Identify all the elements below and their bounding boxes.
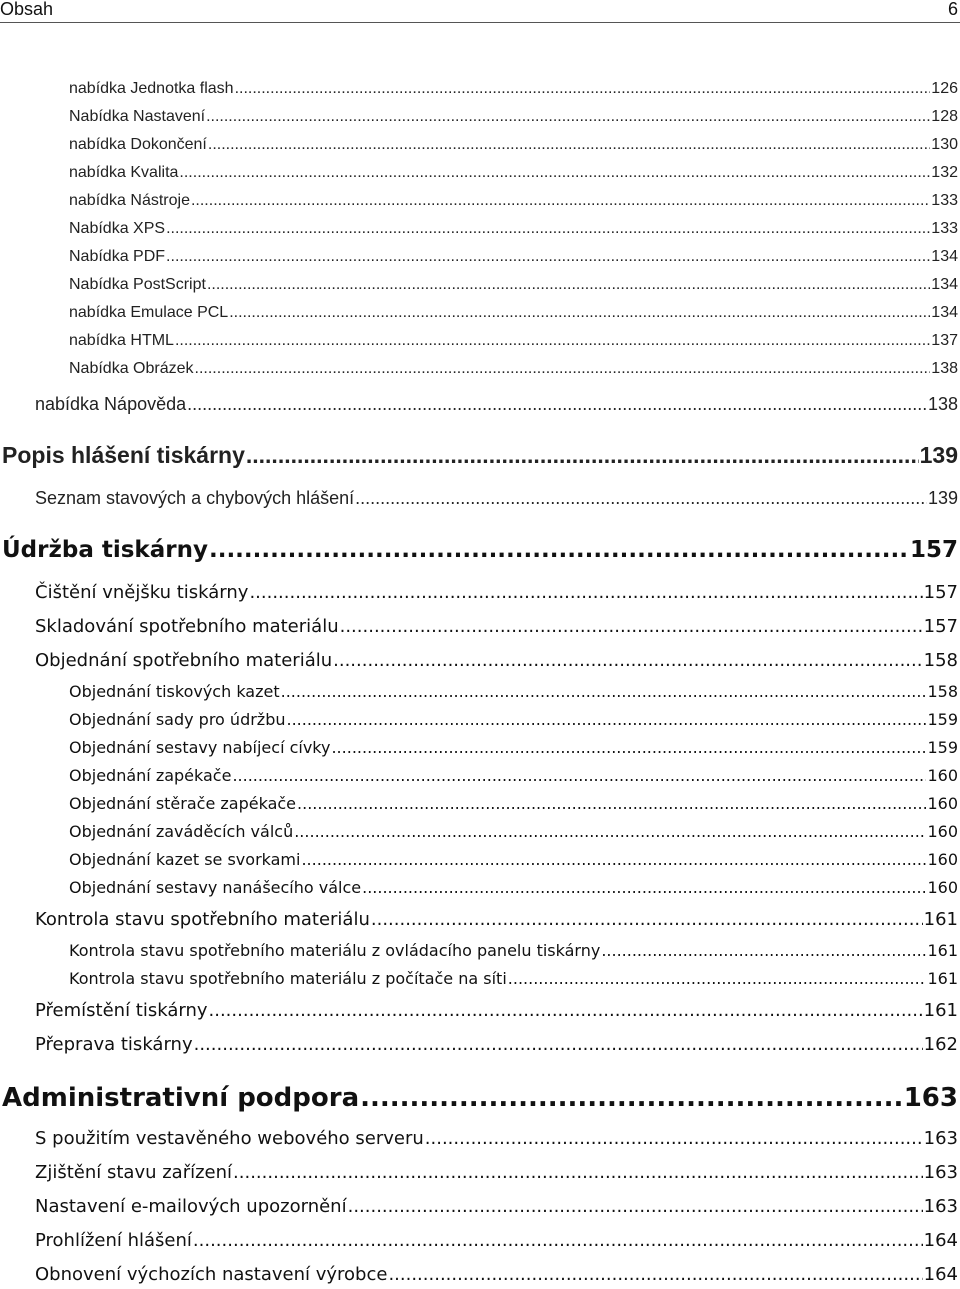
toc-entry[interactable] [69,164,958,182]
toc-leader [232,766,926,785]
toc-entry-title: Seznam stavových a chybových hlášení [35,488,355,508]
toc-entry-page: 134 [931,248,958,265]
toc-entry-page: 160 [927,878,958,897]
toc-leader [175,332,930,350]
toc-entry-title: nabídka Nápověda [35,394,187,414]
toc-entry-title: Objednání sady pro údržbu [69,710,286,729]
toc-leader [191,192,930,210]
toc-leader [297,794,926,813]
toc-entry-page: 130 [931,136,958,153]
toc-chapter-page: 157 [909,537,958,563]
toc-entry-page: 138 [927,394,958,414]
toc-entry-page: 164 [923,1230,958,1251]
toc-entry-title: Objednání kazet se svorkami [69,850,301,869]
toc-entry[interactable] [35,616,958,637]
toc-entry[interactable] [69,220,958,238]
toc-leader [355,488,927,509]
toc-entry[interactable] [35,1230,958,1251]
toc-entry-title: Čištění vnějšku tiskárny [35,582,249,603]
toc-entry[interactable] [69,850,958,869]
toc-leader [209,1000,923,1021]
toc-leader [166,248,930,266]
toc-chapter-title: Popis hlášení tiskárny [2,442,245,468]
toc-entry[interactable] [69,248,958,266]
toc-entry[interactable] [69,822,958,841]
toc-entry-page: 161 [923,1000,958,1021]
toc-entry-title: Kontrola stavu spotřebního materiálu [35,909,370,930]
toc-entry-title: Objednání zaváděcích válců [69,822,294,841]
toc-entry-title: Kontrola stavu spotřebního materiálu z počítače na síti [69,969,507,988]
toc-entry[interactable] [69,304,958,322]
toc-leader [235,80,931,98]
toc-entry-page: 157 [923,616,958,637]
toc-entry-page: 134 [931,276,958,293]
toc-leader [508,969,927,988]
toc-leader [229,304,930,322]
toc-chapter[interactable] [2,537,958,563]
toc-entry-page: 158 [923,650,958,671]
toc-entry[interactable] [35,582,958,603]
toc-leader [287,710,927,729]
toc-leader [166,220,930,238]
toc-entry-page: 159 [927,710,958,729]
toc-entry-title: Prohlížení hlášení [35,1230,192,1251]
toc-entry[interactable] [35,1196,958,1217]
toc-entry-page: 160 [927,850,958,869]
toc-entry-page: 161 [927,941,958,960]
toc-entry-page: 159 [927,738,958,757]
toc-entry-page: 162 [923,1034,958,1055]
toc-entry[interactable] [69,766,958,785]
toc-entry-page: 134 [931,304,958,321]
toc-entry-title: nabídka Emulace PCL [69,304,229,321]
toc-entry[interactable] [35,394,958,415]
toc-entry[interactable] [35,1264,958,1285]
toc-entry[interactable] [69,710,958,729]
toc-entry-title: Nabídka PostScript [69,276,206,293]
toc-entry-page: 160 [927,794,958,813]
toc-leader [233,1162,923,1183]
toc-entry-page: 133 [931,220,958,237]
toc-chapter-page: 139 [919,442,958,468]
toc-leader [340,616,923,637]
toc-entry[interactable] [69,108,958,126]
toc-entry[interactable] [35,1128,958,1149]
toc-entry-page: 160 [927,822,958,841]
toc-entry-page: 126 [931,80,958,97]
toc-entry-title: Nabídka Nastavení [69,108,206,125]
toc-entry[interactable] [35,909,958,930]
toc-entry-page: 138 [931,360,958,377]
toc-entry-page: 158 [927,682,958,701]
toc-entry-page: 160 [927,766,958,785]
toc-entry-title: Přeprava tiskárny [35,1034,193,1055]
toc-entry-title: S použitím vestavěného webového serveru [35,1128,424,1149]
toc-leader [371,909,923,930]
toc-entry[interactable] [69,738,958,757]
toc-entry-title: Přemístění tiskárny [35,1000,208,1021]
toc-leader [249,582,922,603]
toc-leader [331,738,926,757]
toc-entry-page: 161 [927,969,958,988]
toc-entry-title: Nabídka XPS [69,220,166,237]
toc-entry[interactable] [69,794,958,813]
toc-leader [301,850,926,869]
toc-leader [195,360,931,378]
toc-chapter-page: 163 [903,1083,958,1113]
toc-entry[interactable] [69,136,958,154]
toc-entry-title: nabídka Kvalita [69,164,179,181]
toc-entry[interactable] [69,969,958,988]
toc-leader [425,1128,923,1149]
toc-leader [333,650,923,671]
section-title: Obsah [0,0,54,19]
toc-entry-title: Objednání zapékače [69,766,232,785]
toc-leader [206,108,930,126]
toc-entry-page: 139 [927,488,958,508]
toc-leader [281,682,927,701]
toc-leader [294,822,926,841]
toc-entry[interactable] [69,878,958,897]
toc-leader [179,164,930,182]
toc-entry-title: Nabídka PDF [69,248,166,265]
toc-entry[interactable] [35,1000,958,1021]
toc-entry-page: 161 [923,909,958,930]
toc-entry-title: Objednání sestavy nabíjecí cívky [69,738,331,757]
toc-entry[interactable] [35,1162,958,1183]
toc-entry-page: 163 [923,1196,958,1217]
toc-chapter[interactable] [2,442,958,469]
toc-entry[interactable] [69,332,958,350]
toc-entry-page: 163 [923,1162,958,1183]
toc-leader [360,1083,903,1113]
toc-leader [362,878,926,897]
toc-entry-title: nabídka HTML [69,332,174,349]
toc-entry-page: 133 [931,192,958,209]
toc-entry-title: Obnovení výchozích nastavení výrobce [35,1264,388,1285]
toc-chapter-title: Údržba tiskárny [2,537,208,563]
toc-entry-title: Objednání tiskových kazet [69,682,280,701]
toc-leader [601,941,926,960]
toc-entry[interactable] [69,360,958,378]
toc-leader [194,1034,923,1055]
toc-entry-title: nabídka Jednotka flash [69,80,234,97]
toc-entry[interactable] [69,80,958,98]
toc-entry-page: 157 [923,582,958,603]
toc-leader [209,537,909,563]
toc-entry-title: nabídka Dokončení [69,136,207,153]
toc-chapter[interactable] [2,1083,958,1113]
toc-entry[interactable] [35,1034,958,1055]
toc-chapter-title: Administrativní podpora [2,1083,360,1113]
toc-leader [187,394,927,415]
toc-leader [207,276,930,294]
toc-entry-title: nabídka Nástroje [69,192,190,209]
toc-entry-title: Nabídka Obrázek [69,360,194,377]
toc-entry-title: Zjištění stavu zařízení [35,1162,233,1183]
toc-entry-title: Nastavení e-mailových upozornění [35,1196,347,1217]
toc-entry[interactable] [69,192,958,210]
toc-entry-title: Kontrola stavu spotřebního materiálu z ovládacího panelu tiskárny [69,941,601,960]
toc-entry-title: Skladování spotřebního materiálu [35,616,339,637]
toc-entry[interactable] [69,682,958,701]
toc-entry-page: 132 [931,164,958,181]
toc-leader [246,442,919,469]
toc-entry[interactable] [69,941,958,960]
toc-entry[interactable] [35,650,958,671]
toc-entry-page: 163 [923,1128,958,1149]
toc-leader [193,1230,923,1251]
toc-entry[interactable] [69,276,958,294]
toc-leader [208,136,930,154]
toc-entry-page: 128 [931,108,958,125]
toc-entry-page: 137 [931,332,958,349]
toc-leader [388,1264,922,1285]
toc-entry-page: 164 [923,1264,958,1285]
toc-entry[interactable] [35,488,958,509]
toc-entry-title: Objednání sestavy nanášecího válce [69,878,362,897]
page-number: 6 [947,0,958,19]
toc-leader [348,1196,923,1217]
toc-entry-title: Objednání spotřebního materiálu [35,650,333,671]
toc-entry-title: Objednání stěrače zapékače [69,794,297,813]
page-header [0,0,960,23]
